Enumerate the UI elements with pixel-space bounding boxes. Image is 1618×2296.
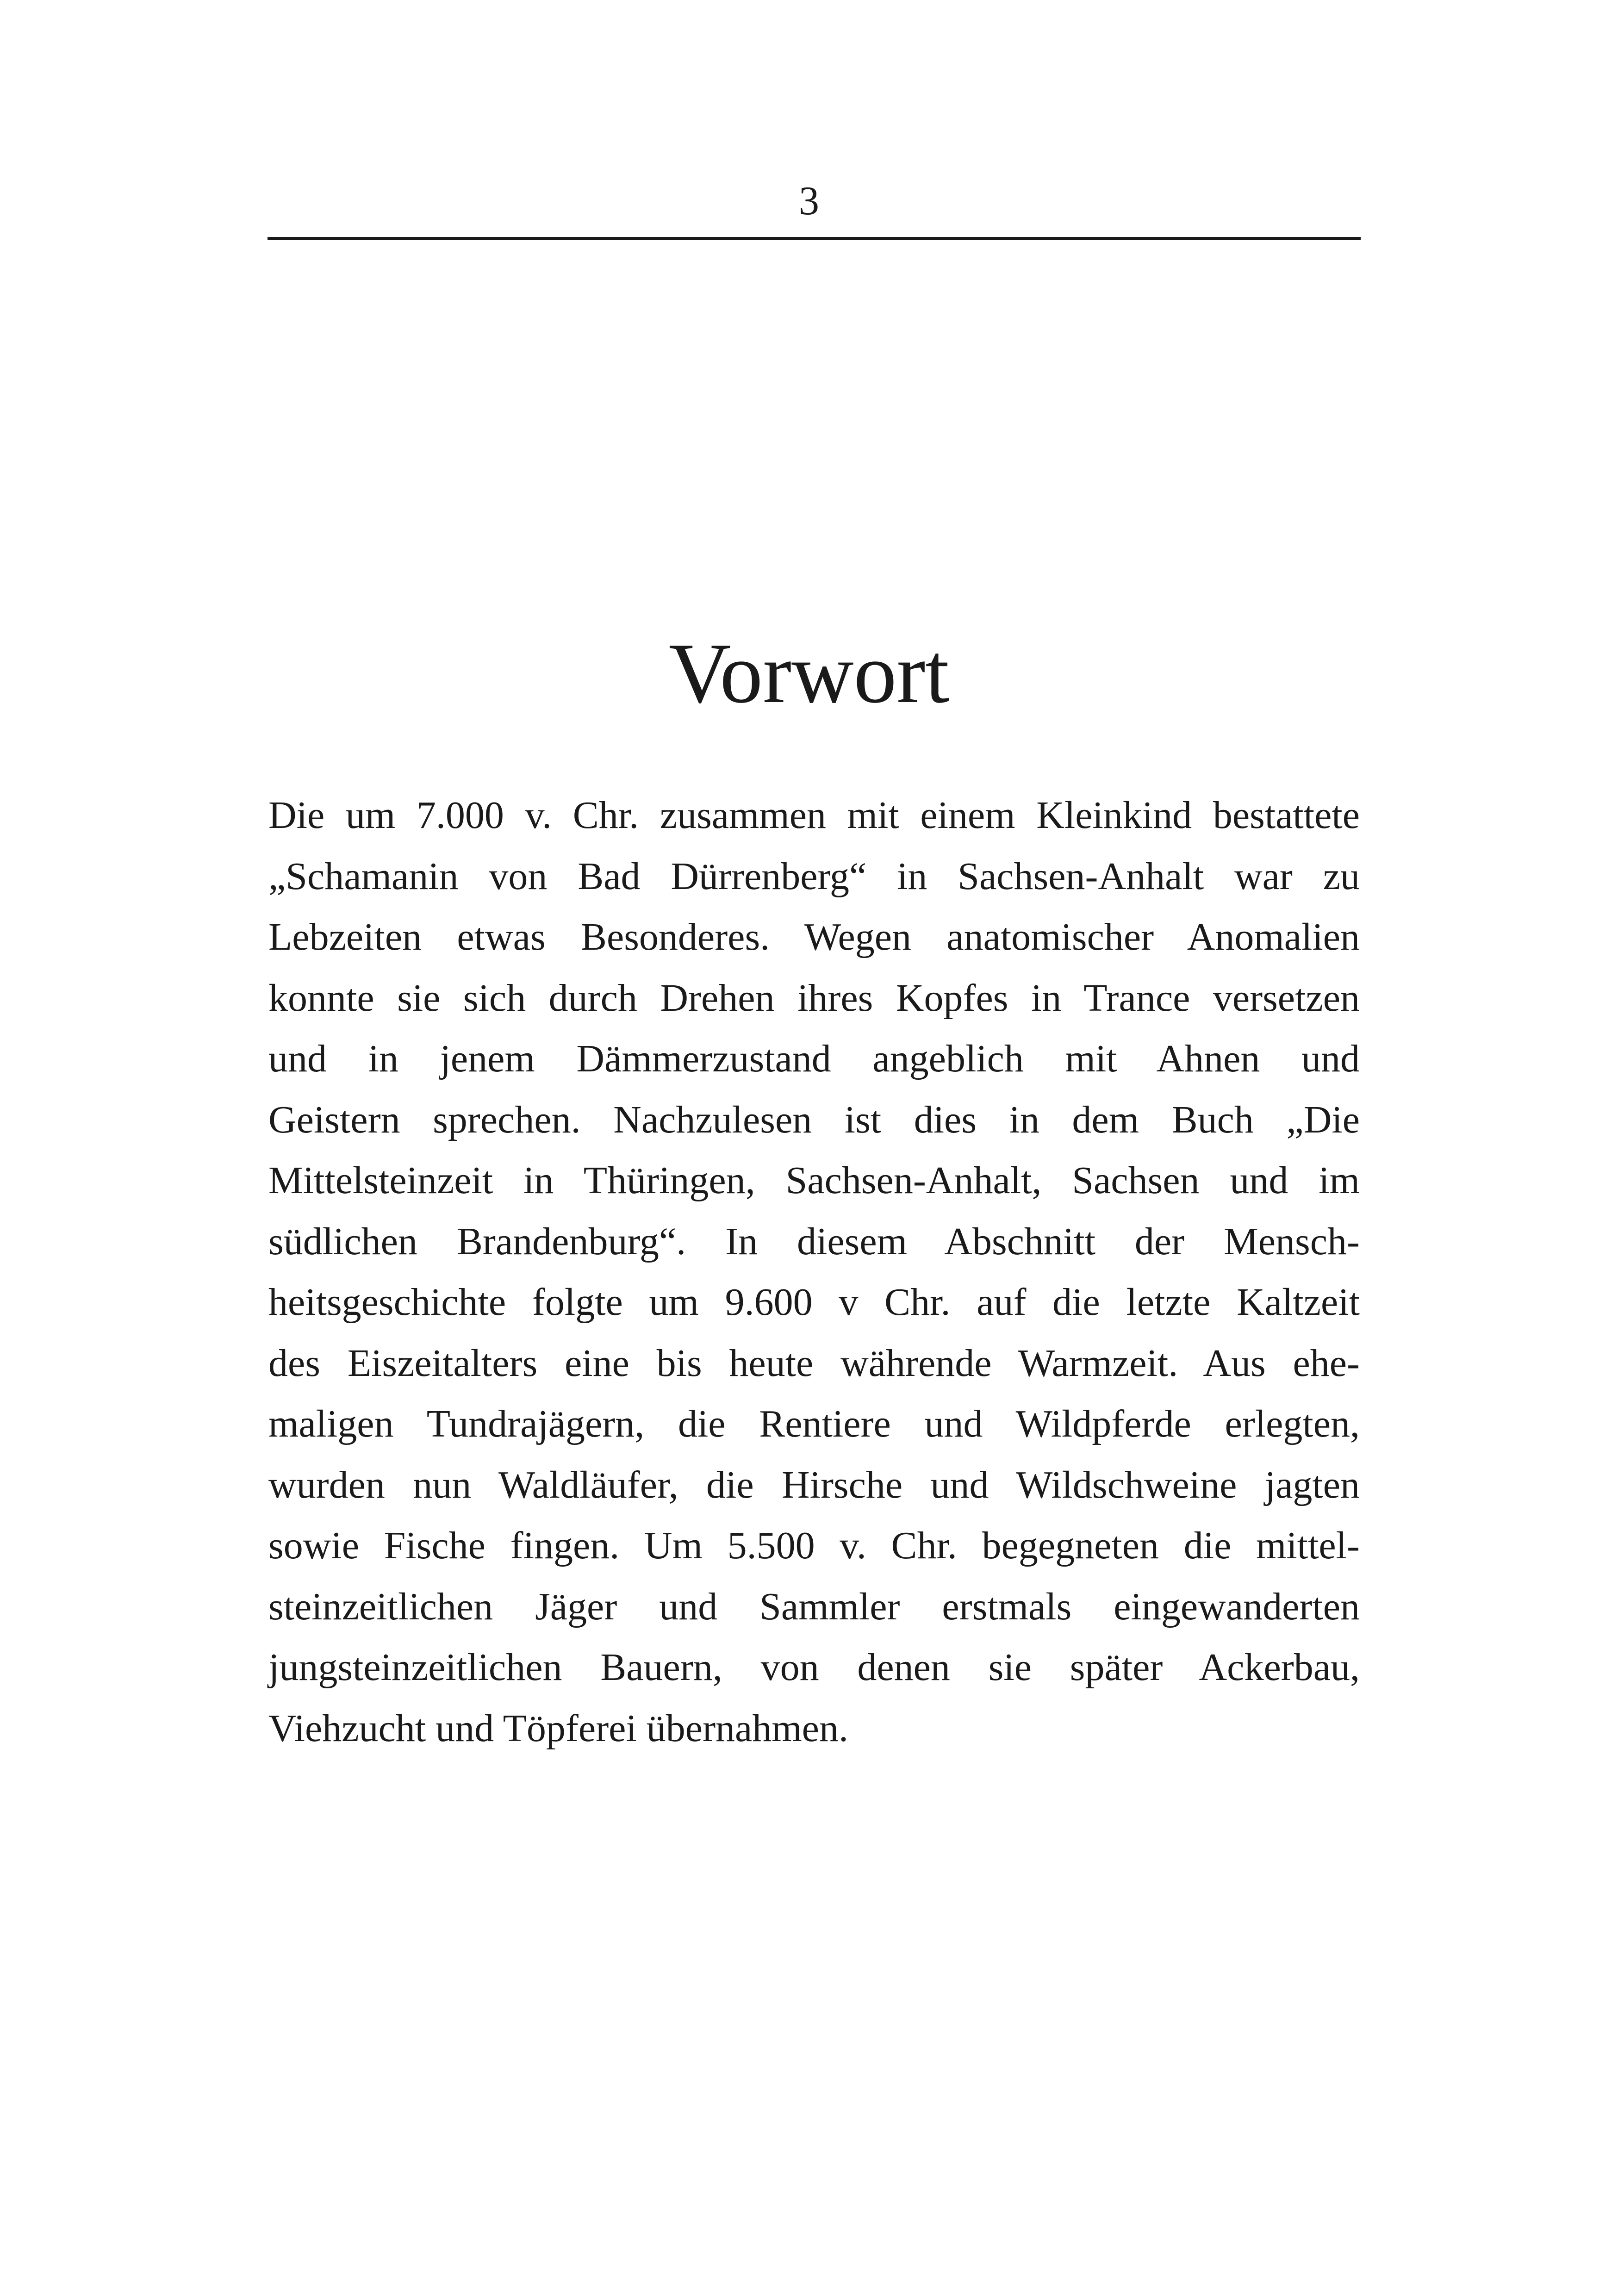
text-line: heitsgeschichte folgte um 9.600 v Chr. auf die letzte Kaltzeit [268, 1281, 1360, 1324]
text-line: Viehzucht und Töpferei übernahmen. [268, 1706, 848, 1750]
text-line: und in jenem Dämmerzustand angeblich mit Ahnen und [268, 1037, 1360, 1080]
text-line: „Schamanin von Bad Dürrenberg“ in Sachsen-Anhalt war zu [268, 854, 1360, 898]
text-line: sowie Fische fingen. Um 5.500 v. Chr. begegneten die mittel- [268, 1524, 1360, 1567]
text-line: Mittelsteinzeit in Thüringen, Sachsen-Anhalt, Sachsen und im [268, 1159, 1360, 1202]
page-number: 3 [799, 179, 819, 224]
chapter-title: Vorwort [668, 626, 950, 721]
text-line: Geistern sprechen. Nachzulesen ist dies in dem Buch „Die [268, 1098, 1360, 1141]
text-line: steinzeitlichen Jäger und Sammler erstmals eingewanderten [268, 1585, 1360, 1628]
text-line: konnte sie sich durch Drehen ihres Kopfes in Trance versetzen [268, 976, 1360, 1020]
text-line: südlichen Brandenburg“. In diesem Abschnitt der Mensch- [268, 1220, 1360, 1263]
text-line: des Eiszeitalters eine bis heute währende Warmzeit. Aus ehe- [268, 1341, 1360, 1385]
text-line: Die um 7.000 v. Chr. zusammen mit einem Kleinkind bestattete [268, 794, 1360, 837]
header-rule [268, 237, 1361, 240]
body-paragraph [268, 785, 1360, 1759]
text-line: maligen Tundrajägern, die Rentiere und Wildpferde erlegten, [268, 1402, 1360, 1445]
text-line: Lebzeiten etwas Besonderes. Wegen anatomischer Anomalien [268, 915, 1360, 958]
text-line: jungsteinzeitlichen Bauern, von denen sie später Ackerbau, [268, 1646, 1360, 1689]
text-line: wurden nun Waldläufer, die Hirsche und Wildschweine jagten [268, 1463, 1360, 1506]
